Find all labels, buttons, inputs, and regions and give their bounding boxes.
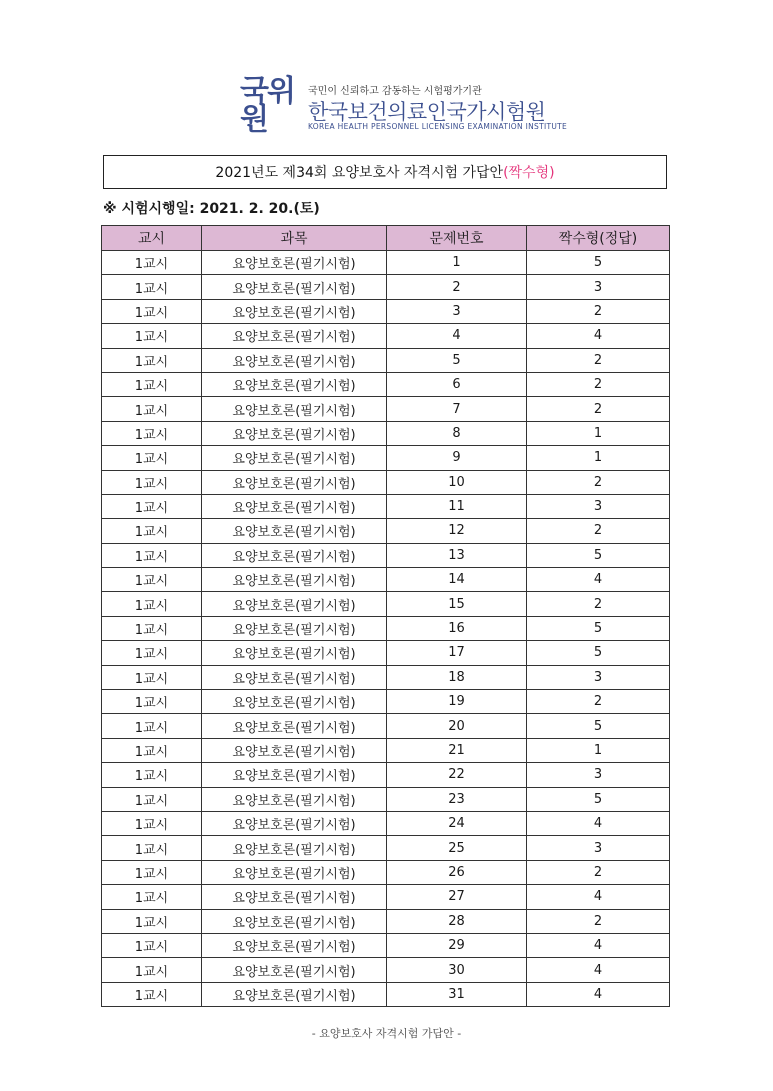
answer-cell: 2 — [527, 860, 670, 884]
column-header-period: 교시 — [102, 226, 202, 251]
period-cell: 1교시 — [102, 543, 202, 567]
question-number-cell: 15 — [387, 592, 527, 616]
table-row — [102, 787, 670, 811]
answer-cell: 4 — [527, 324, 670, 348]
period-cell: 1교시 — [102, 251, 202, 275]
table-row — [102, 909, 670, 933]
answer-cell: 1 — [527, 421, 670, 445]
table-row — [102, 616, 670, 640]
answer-cell: 3 — [527, 494, 670, 518]
answer-cell: 4 — [527, 982, 670, 1006]
question-number-cell: 29 — [387, 933, 527, 957]
period-cell: 1교시 — [102, 714, 202, 738]
period-cell: 1교시 — [102, 397, 202, 421]
table-row — [102, 251, 670, 275]
subject-cell: 요양보호론(필기시험) — [202, 958, 387, 982]
answer-table-header — [102, 226, 670, 251]
table-row — [102, 690, 670, 714]
subject-cell: 요양보호론(필기시험) — [202, 275, 387, 299]
period-cell: 1교시 — [102, 836, 202, 860]
subject-cell: 요양보호론(필기시험) — [202, 616, 387, 640]
question-number-cell: 30 — [387, 958, 527, 982]
question-number-cell: 3 — [387, 299, 527, 323]
table-row — [102, 324, 670, 348]
table-row — [102, 592, 670, 616]
column-header-question-number: 문제번호 — [387, 226, 527, 251]
period-cell: 1교시 — [102, 421, 202, 445]
table-row — [102, 397, 670, 421]
subject-cell: 요양보호론(필기시험) — [202, 787, 387, 811]
answer-cell: 5 — [527, 543, 670, 567]
answer-cell: 2 — [527, 592, 670, 616]
subject-cell: 요양보호론(필기시험) — [202, 568, 387, 592]
table-row — [102, 860, 670, 884]
table-row — [102, 421, 670, 445]
institute-header — [240, 74, 568, 138]
table-row — [102, 470, 670, 494]
period-cell: 1교시 — [102, 738, 202, 762]
table-row — [102, 568, 670, 592]
table-row — [102, 543, 670, 567]
question-number-cell: 27 — [387, 885, 527, 909]
question-number-cell: 21 — [387, 738, 527, 762]
answer-cell: 3 — [527, 763, 670, 787]
answer-cell: 4 — [527, 885, 670, 909]
institute-slogan: 국민이 신뢰하고 감동하는 시험평가기관 — [308, 86, 482, 97]
table-row — [102, 641, 670, 665]
period-cell: 1교시 — [102, 324, 202, 348]
question-number-cell: 22 — [387, 763, 527, 787]
period-cell: 1교시 — [102, 787, 202, 811]
logo-bottom-text: 원 — [240, 102, 267, 137]
answer-cell: 5 — [527, 616, 670, 640]
question-number-cell: 6 — [387, 372, 527, 396]
subject-cell: 요양보호론(필기시험) — [202, 738, 387, 762]
period-cell: 1교시 — [102, 299, 202, 323]
period-cell: 1교시 — [102, 275, 202, 299]
question-number-cell: 12 — [387, 519, 527, 543]
subject-cell: 요양보호론(필기시험) — [202, 665, 387, 689]
subject-cell: 요양보호론(필기시험) — [202, 714, 387, 738]
period-cell: 1교시 — [102, 958, 202, 982]
question-number-cell: 25 — [387, 836, 527, 860]
subject-cell: 요양보호론(필기시험) — [202, 299, 387, 323]
subject-cell: 요양보호론(필기시험) — [202, 933, 387, 957]
table-row — [102, 982, 670, 1006]
table-row — [102, 885, 670, 909]
answer-cell: 2 — [527, 372, 670, 396]
period-cell: 1교시 — [102, 885, 202, 909]
institute-english-name: KOREA HEALTH PERSONNEL LICENSING EXAMINATION INSTITUTE — [308, 122, 568, 131]
subject-cell: 요양보호론(필기시험) — [202, 397, 387, 421]
question-number-cell: 10 — [387, 470, 527, 494]
subject-cell: 요양보호론(필기시험) — [202, 836, 387, 860]
subject-cell: 요양보호론(필기시험) — [202, 324, 387, 348]
period-cell: 1교시 — [102, 641, 202, 665]
table-row — [102, 933, 670, 957]
table-row — [102, 494, 670, 518]
document-title — [103, 155, 667, 189]
question-number-cell: 26 — [387, 860, 527, 884]
answer-cell: 2 — [527, 348, 670, 372]
exam-date: ※ 시험시행일: 2021. 2. 20.(토) — [103, 201, 320, 217]
answer-cell: 2 — [527, 909, 670, 933]
subject-cell: 요양보호론(필기시험) — [202, 348, 387, 372]
answer-table-body — [102, 251, 670, 1007]
subject-cell: 요양보호론(필기시험) — [202, 860, 387, 884]
period-cell: 1교시 — [102, 446, 202, 470]
answer-cell: 3 — [527, 836, 670, 860]
table-row — [102, 811, 670, 835]
table-row — [102, 714, 670, 738]
question-number-cell: 11 — [387, 494, 527, 518]
subject-cell: 요양보호론(필기시험) — [202, 470, 387, 494]
period-cell: 1교시 — [102, 909, 202, 933]
answer-cell: 2 — [527, 690, 670, 714]
period-cell: 1교시 — [102, 519, 202, 543]
answer-cell: 1 — [527, 446, 670, 470]
subject-cell: 요양보호론(필기시험) — [202, 494, 387, 518]
question-number-cell: 17 — [387, 641, 527, 665]
period-cell: 1교시 — [102, 811, 202, 835]
subject-cell: 요양보호론(필기시험) — [202, 909, 387, 933]
table-row — [102, 275, 670, 299]
subject-cell: 요양보호론(필기시험) — [202, 543, 387, 567]
institute-name: 한국보건의료인국가시험원 — [308, 100, 546, 124]
question-number-cell: 18 — [387, 665, 527, 689]
answer-cell: 2 — [527, 299, 670, 323]
table-row — [102, 836, 670, 860]
period-cell: 1교시 — [102, 372, 202, 396]
answer-cell: 4 — [527, 811, 670, 835]
subject-cell: 요양보호론(필기시험) — [202, 446, 387, 470]
answer-cell: 2 — [527, 470, 670, 494]
question-number-cell: 13 — [387, 543, 527, 567]
period-cell: 1교시 — [102, 665, 202, 689]
table-row — [102, 348, 670, 372]
answer-cell: 5 — [527, 787, 670, 811]
table-row — [102, 372, 670, 396]
question-number-cell: 9 — [387, 446, 527, 470]
table-row — [102, 738, 670, 762]
table-row — [102, 519, 670, 543]
period-cell: 1교시 — [102, 592, 202, 616]
question-number-cell: 4 — [387, 324, 527, 348]
title-main: 2021년도 제34회 요양보호사 자격시험 가답안 — [215, 165, 504, 181]
subject-cell: 요양보호론(필기시험) — [202, 592, 387, 616]
period-cell: 1교시 — [102, 860, 202, 884]
question-number-cell: 23 — [387, 787, 527, 811]
subject-cell: 요양보호론(필기시험) — [202, 251, 387, 275]
period-cell: 1교시 — [102, 494, 202, 518]
subject-cell: 요양보호론(필기시험) — [202, 690, 387, 714]
table-row — [102, 299, 670, 323]
answer-cell: 4 — [527, 933, 670, 957]
subject-cell: 요양보호론(필기시험) — [202, 372, 387, 396]
question-number-cell: 8 — [387, 421, 527, 445]
answer-cell: 5 — [527, 714, 670, 738]
question-number-cell: 31 — [387, 982, 527, 1006]
period-cell: 1교시 — [102, 690, 202, 714]
question-number-cell: 16 — [387, 616, 527, 640]
question-number-cell: 5 — [387, 348, 527, 372]
answer-cell: 2 — [527, 397, 670, 421]
period-cell: 1교시 — [102, 348, 202, 372]
question-number-cell: 20 — [387, 714, 527, 738]
page-footer: - 요양보호사 자격시험 가답안 - — [311, 1027, 462, 1040]
period-cell: 1교시 — [102, 982, 202, 1006]
table-row — [102, 665, 670, 689]
question-number-cell: 19 — [387, 690, 527, 714]
period-cell: 1교시 — [102, 616, 202, 640]
period-cell: 1교시 — [102, 470, 202, 494]
subject-cell: 요양보호론(필기시험) — [202, 421, 387, 445]
table-row — [102, 958, 670, 982]
answer-cell: 4 — [527, 958, 670, 982]
question-number-cell: 2 — [387, 275, 527, 299]
answer-cell: 3 — [527, 275, 670, 299]
institute-logo — [240, 74, 302, 137]
answer-cell: 5 — [527, 641, 670, 665]
period-cell: 1교시 — [102, 763, 202, 787]
logo-top-text: 국위 — [240, 74, 294, 109]
subject-cell: 요양보호론(필기시험) — [202, 982, 387, 1006]
answer-cell: 4 — [527, 568, 670, 592]
subject-cell: 요양보호론(필기시험) — [202, 641, 387, 665]
answer-cell: 1 — [527, 738, 670, 762]
subject-cell: 요양보호론(필기시험) — [202, 811, 387, 835]
answer-cell: 2 — [527, 519, 670, 543]
subject-cell: 요양보호론(필기시험) — [202, 763, 387, 787]
question-number-cell: 7 — [387, 397, 527, 421]
column-header-answer: 짝수형(정답) — [527, 226, 670, 251]
table-row — [102, 446, 670, 470]
column-header-subject: 과목 — [202, 226, 387, 251]
question-number-cell: 14 — [387, 568, 527, 592]
subject-cell: 요양보호론(필기시험) — [202, 519, 387, 543]
question-number-cell: 1 — [387, 251, 527, 275]
answer-table — [101, 225, 670, 1007]
question-number-cell: 28 — [387, 909, 527, 933]
subject-cell: 요양보호론(필기시험) — [202, 885, 387, 909]
title-highlight: (짝수형) — [503, 165, 555, 181]
question-number-cell: 24 — [387, 811, 527, 835]
period-cell: 1교시 — [102, 933, 202, 957]
answer-cell: 3 — [527, 665, 670, 689]
table-row — [102, 763, 670, 787]
period-cell: 1교시 — [102, 568, 202, 592]
answer-cell: 5 — [527, 251, 670, 275]
